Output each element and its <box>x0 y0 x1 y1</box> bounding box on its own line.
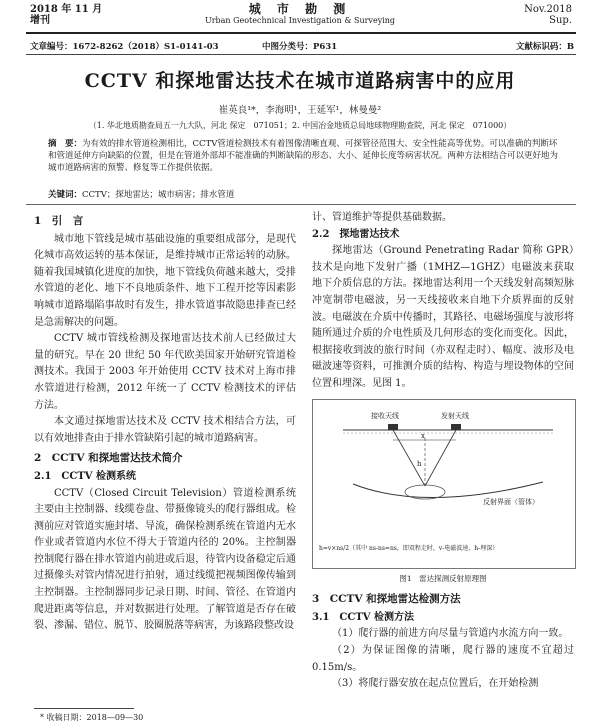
issue-supplement: 增刊 <box>30 15 50 26</box>
paper-affiliation: （1. 华北地质勘查局五一九大队，河北 保定 071051；2. 中国冶金地质总局地球物理勘查院，河北 保定 071000） <box>88 121 512 130</box>
paper-title: CCTV 和探地雷达技术在城市道路病害中的应用 <box>84 70 516 92</box>
section-2-1-paragraph: CCTV（Closed Circuit Television）管道检测系统主要由主控制器、线缆卷盘、带摄像镜头的爬行器组成。检测前应对管道实施封堵、导流，确保检测系统在管道内无水作业或者管道内水位不得大于管道内径的 20%。主控制器控制爬行器在排水管道内前进或后退，待管内设备稳定后通过摄像头对管内情况进行拍射，通过线缆把视频图像传输到主控制器。主控制器同步记录日期、时间、管径、在管道内爬进距离等信息，并对数据进行处理。了解管道是否存在破裂、渗漏、错位、脱节、胶圈脱落等病害，为该路段整改设 <box>34 487 296 632</box>
document-code: 文献标识码：B <box>515 42 574 52</box>
section-1-heading: 1 引 言 <box>34 215 84 227</box>
issue-supplement-en: Sup. <box>549 15 572 26</box>
journal-name <box>170 4 430 26</box>
section-1-paragraph-2: CCTV 城市管线检测及探地雷达技术前人已经做过大量的研究。早在 20 世纪 50 年代欧美国家开始研究管道检测技术。我国于 2003 年开始使用 CCTV 技术对上海市排水管道进行检测，2012 年统一了 CCTV 检测技术的评估方法。 <box>34 333 296 411</box>
section-2-heading: 2 CCTV 和探地雷达技术简介 <box>34 452 183 465</box>
continued-paragraph: 计、管道维护等提供基础数据。 <box>312 212 452 223</box>
abstract-text: 为有效的排水管道检测相比，CCTV管道检测技术有着图像清晰直观、可探管径范围大、安全性能高等优势。可以准确的判断坏和管道延伸方向缺陷的位置，但是在管道外部却不能准确的判断缺陷的形态、大小、延伸长度等病害状况。两种方法相结合可以更好地为城市道路病害的预警、修复等工作提供依据。 <box>48 139 559 173</box>
section-3-heading: 3 CCTV 和探地雷达检测方法 <box>312 593 461 606</box>
figure-formula: h=v×ns/2（其中 ns-ns=ns，即双程走时，v-电磁波速，h-埋深） <box>319 544 499 552</box>
gpr-diagram <box>313 400 575 568</box>
section-3-1-item-3: （3）将爬行器安放在起点位置后，在开始检测 <box>332 678 539 690</box>
right-column <box>312 210 574 693</box>
section-3-1-heading: 3.1 CCTV 检测方法 <box>312 611 414 623</box>
journal-name-en: Urban Geotechnical Investigation & Surveying <box>204 16 396 25</box>
keywords-label: 关键词： <box>48 190 83 200</box>
article-number: 文章编号：1672-8262（2018）S1-0141-03 <box>30 42 219 52</box>
label-depth-h: h <box>417 459 422 468</box>
journal-date <box>30 4 102 26</box>
section-2-2-heading: 2.2 探地雷达技术 <box>312 228 400 240</box>
transmitter-antenna-icon <box>451 424 461 430</box>
label-transmitter: 发射天线 <box>441 411 469 420</box>
clc-number: 中图分类号：P631 <box>262 42 338 52</box>
label-offset-x: x <box>421 431 425 440</box>
label-receiver: 接收天线 <box>371 411 399 420</box>
section-1-paragraph-3: 本文通过探地雷达技术及 CCTV 技术相结合方法，可以有效地排查由于排水管缺陷引起的城市道路病害。 <box>34 416 296 444</box>
keywords <box>48 188 558 200</box>
header-rule <box>26 32 576 34</box>
journal-name-cn: 城 市 勘 测 <box>248 2 352 16</box>
label-reflector: 反射界面（管体） <box>483 497 539 506</box>
section-2-2-paragraph: 探地雷达（Ground Penetrating Radar 简称 GPR）技术是向地下发射广播（1MHZ—1GHZ）电磁波来获取地下介质信息的方法。探地雷达利用一个天线发射高频短脉冲宽制带电磁波，另一天线接收来自地下介质界面的反射波。电磁波在介质中传播时，其路径、电磁场强度与波形将随所通过介质的介电性质及几何形态的变化而变化。因此，根据接收到波的旅行时间（亦双程走时）、幅度、波形及电磁波速等资料，可推测介质的结构、构造与埋设物体的空间位置和埋深。见图 1。 <box>312 245 574 389</box>
abstract-label: 摘 要： <box>48 139 83 149</box>
figure-1 <box>312 399 576 569</box>
paper-authors: 崔英良¹*，李海明¹，王延军¹，林曼曼² <box>218 105 382 116</box>
figure-1-caption: 图1 雷达探测反射原理图 <box>399 573 487 583</box>
keywords-text: CCTV；探地雷达；城市病害；排水管道 <box>82 190 235 200</box>
receiver-antenna-icon <box>388 424 398 430</box>
left-column <box>34 210 296 635</box>
footnote-rule <box>34 708 134 709</box>
footnote-received-date: * 收稿日期：2018—09—30 <box>40 713 144 722</box>
pipe-body-icon <box>405 485 445 499</box>
ray-path-transmit <box>425 430 456 486</box>
section-3-1-item-2: （2）为保证图像的清晰，爬行器的速度不宜超过 0.15m/s。 <box>312 644 574 673</box>
issue-date-en: Nov.2018 <box>524 4 572 15</box>
section-3-1-item-1: （1）爬行器的前进方向尽量与管道内水流方向一致。 <box>332 628 569 640</box>
journal-date-en <box>524 4 572 26</box>
abstract-rule <box>26 204 576 205</box>
reflector-interface <box>353 482 543 498</box>
section-1-paragraph-1: 城市地下管线是城市基础设施的重要组成部分，是现代化城市高效运转的基本保证，是维持城市正常运转的动脉。随着我国城镇化进度的加快，地下管线负荷越来越大，受排水管道的老化、地下不良地质条件、地下工程开挖等因素影响城市道路塌陷事故时有发生，排水管道事故隐患排查已经是急需解决的问题。 <box>34 233 296 328</box>
meta-rule <box>26 54 576 55</box>
section-2-1-heading: 2.1 CCTV 检测系统 <box>34 470 136 482</box>
abstract <box>48 138 558 174</box>
issue-date: 2018 年 11 月 <box>30 4 103 15</box>
